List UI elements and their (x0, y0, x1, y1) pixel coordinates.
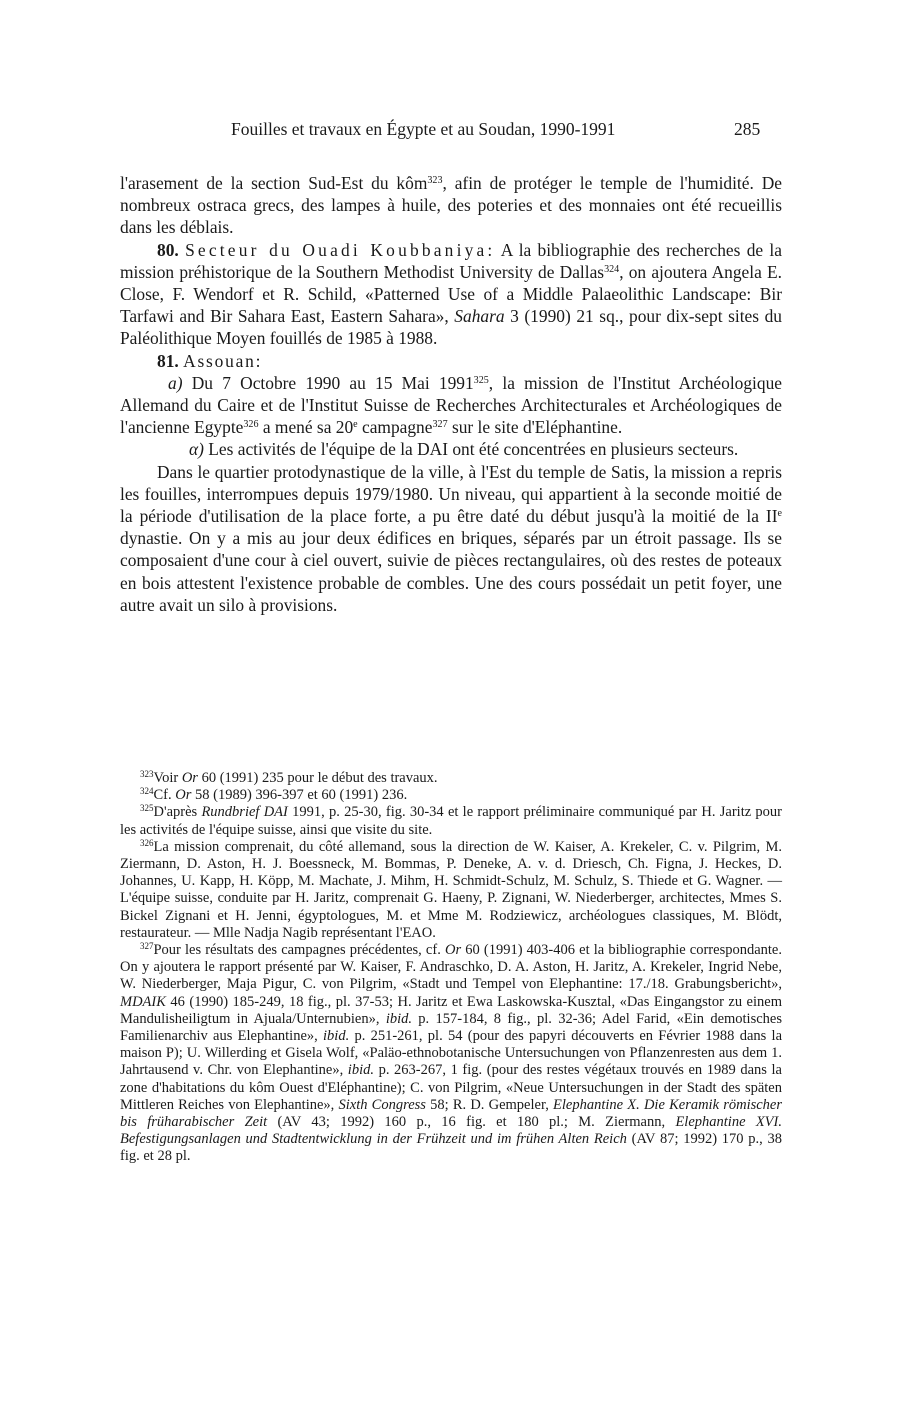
footnote-ref-323: 323 (427, 174, 443, 186)
footnote-326: $^{326}$La mission comprenait, du côté allemand, sous la direction de W. Kaiser, A. Krekeler, C. v. Pilgrim, M. Ziermann, D. Aston, H. J. Boessneck, M. Bommas, P. Deneke, A. v. d. Driesch, Ch. Figna, J. Heckes, D. Johannes, U. Kapp, H. Köpp, M. Machate, J. Mihm, H. Schmidt-Schulz, M. Schulz, S. Thiede et G. Wagner. — L'équipe suisse, conduite par H. Jaritz, comprenait G. Haeny, P. Zignani, W. Niederberger, architectes, Mmes S. Bickel Zignani et H. Jenni, égyptologues, M. et Mme M. Rodziewicz, archéologues classiques, M. Blödt, restaurateur. — Mlle Nadja Nagib représentant l'EAO. (120, 837, 782, 941)
footnotes (120, 770, 782, 1166)
page-number: 285 (734, 119, 761, 139)
paragraph-continuation: l'arasement de la section Sud-Est du kôm$^{323}$, afin de protéger le temple de l'humidité. De nombreux ostraca grecs, des lampes à huile, des poteries et des monnaies ont été recueillis dans les déblais. (120, 173, 782, 238)
journal-title: Sahara (454, 306, 505, 327)
list-marker: α) (189, 439, 204, 460)
footnote-325: $^{325}$D'après Rundbrief DAI 1991, p. 25-30, fig. 30-34 et le rapport préliminaire communiqué par H. Jaritz pour les activités de l'équipe suisse, ainsi que visite du site. (120, 803, 782, 838)
running-header (0, 119, 906, 145)
section-heading: Assouan: (183, 350, 263, 371)
footnote-327: $^{327}$Pour les résultats des campagnes précédentes, cf. Or 60 (1991) 403-406 et la bibliographie correspondante. On y ajoutera le rapport présenté par W. Kaiser, F. Andraschko, D. A. Aston, H. Jaritz, A. Krekeler, Ingrid Nebe, W. Niederberger, Maja Pigur, C. von Pilgrim, «Stadt und Tempel von Elephantine: 17./18. Grabungsbericht», MDAIK 46 (1990) 185-249, 18 fig., pl. 37-53; H. Jaritz et Ewa Laskowska-Kusztal, «Das Eingangstor zu einem Mandulisheiligtum in Ajuala/Unternubien», ibid. p. 157-184, 8 fig., pl. 32-36; Adel Farid, «Ein demotisches Familienarchiv aus Elephantine», ibid. p. 251-261, pl. 54 (pour des papyri découverts en Février 1988 dans la maison P); U. Willerding et Gisela Wolf, «Paläo-ethnobotanische Untersuchungen von Pflanzenresten aus dem 1. Jahrtausend v. Chr. von Elephantine», ibid. p. 263-267, 1 fig. (pour des restes végétaux trouvés en 1989 dans la zone d'habitations du kôm Ouest d'Eléphantine); C. von Pilgrim, «Neue Untersuchungen in der Stadt des späten Mittleren Reiches von Elephantine», Sixth Congress 58; R. D. Gempeler, Elephantine X. Die Keramik römischer bis früharabischer Zeit (AV 43; 1992) 160 p., 16 fig. et 180 pl.; M. Ziermann, Elephantine XVI. Befestigungsanlagen und Stadtentwicklung in der Frühzeit und im frühen Alten Reich (AV 87; 1992) 170 p., 38 fig. et 28 pl. (120, 941, 783, 1165)
section-81 (120, 350, 782, 372)
main-text (120, 172, 782, 616)
footnote-ref-325: 325 (473, 374, 489, 386)
paragraph-a: a) Du 7 Octobre 1990 au 15 Mai 1991$^{325}$, la mission de l'Institut Archéologique Allemand du Caire et de l'Institut Suisse de Recherches Architecturales et Archéologiques de l'ancienne Egypte$^{326}$ a mené sa 20e campagne$^{327}$ sur le site d'Eléphantine. (120, 372, 782, 438)
footnote-ref-327: 327 (432, 419, 448, 431)
section-heading: Secteur du Ouadi Koubbaniya: (185, 239, 496, 260)
footnote-ref-324: 324 (604, 263, 620, 275)
paragraph-alpha: α) Les activités de l'équipe de la DAI ont été concentrées en plusieurs secteurs. (189, 439, 739, 460)
section-number: 81. (157, 350, 179, 371)
section-number: 80. (157, 239, 179, 260)
footnote-324: $^{324}$Cf. Or 58 (1989) 396-397 et 60 (1991) 236. (140, 786, 408, 804)
footnote-ref-326: 326 (243, 419, 259, 431)
paragraph-quartier: Dans le quartier protodynastique de la ville, à l'Est du temple de Satis, la mission a repris les fouilles, interrompues depuis 1979/1980. Un niveau, qui appartient à la seconde moitié de la période d'utilisation de la place forte, a pu être daté du début jusqu'à la moitié de la IIe dynastie. On y a mis au jour deux édifices en briques, séparés par un étroit passage. Ils se composaient d'une cour à ciel ouvert, suivie de pièces rectangulaires, où des restes de poteaux en bois attestent l'existence probable de combles. Une des cours possédait un petit foyer, une autre avait un silo à provisions. (120, 461, 782, 615)
list-marker: a) (168, 372, 183, 393)
footnote-323: $^{323}$Voir Or 60 (1991) 235 pour le début des travaux. (140, 769, 438, 786)
section-80: 80. Secteur du Ouadi Koubbaniya: A la bibliographie des recherches de la mission préhistorique de la Southern Methodist University de Dallas$^{324}$, on ajoutera Angela E. Close, F. Wendorf et R. Schild, «Patterned Use of a Middle Palaeolithic Landscape: Bir Tarfawi and Bir Sahara East, Eastern Sahara», Sahara 3 (1990) 21 sq., pour dix-sept sites du Paléolithique Moyen fouillés de 1985 à 1988. (120, 239, 782, 349)
running-title: Fouilles et travaux en Égypte et au Soudan, 1990-1991 (231, 119, 616, 139)
